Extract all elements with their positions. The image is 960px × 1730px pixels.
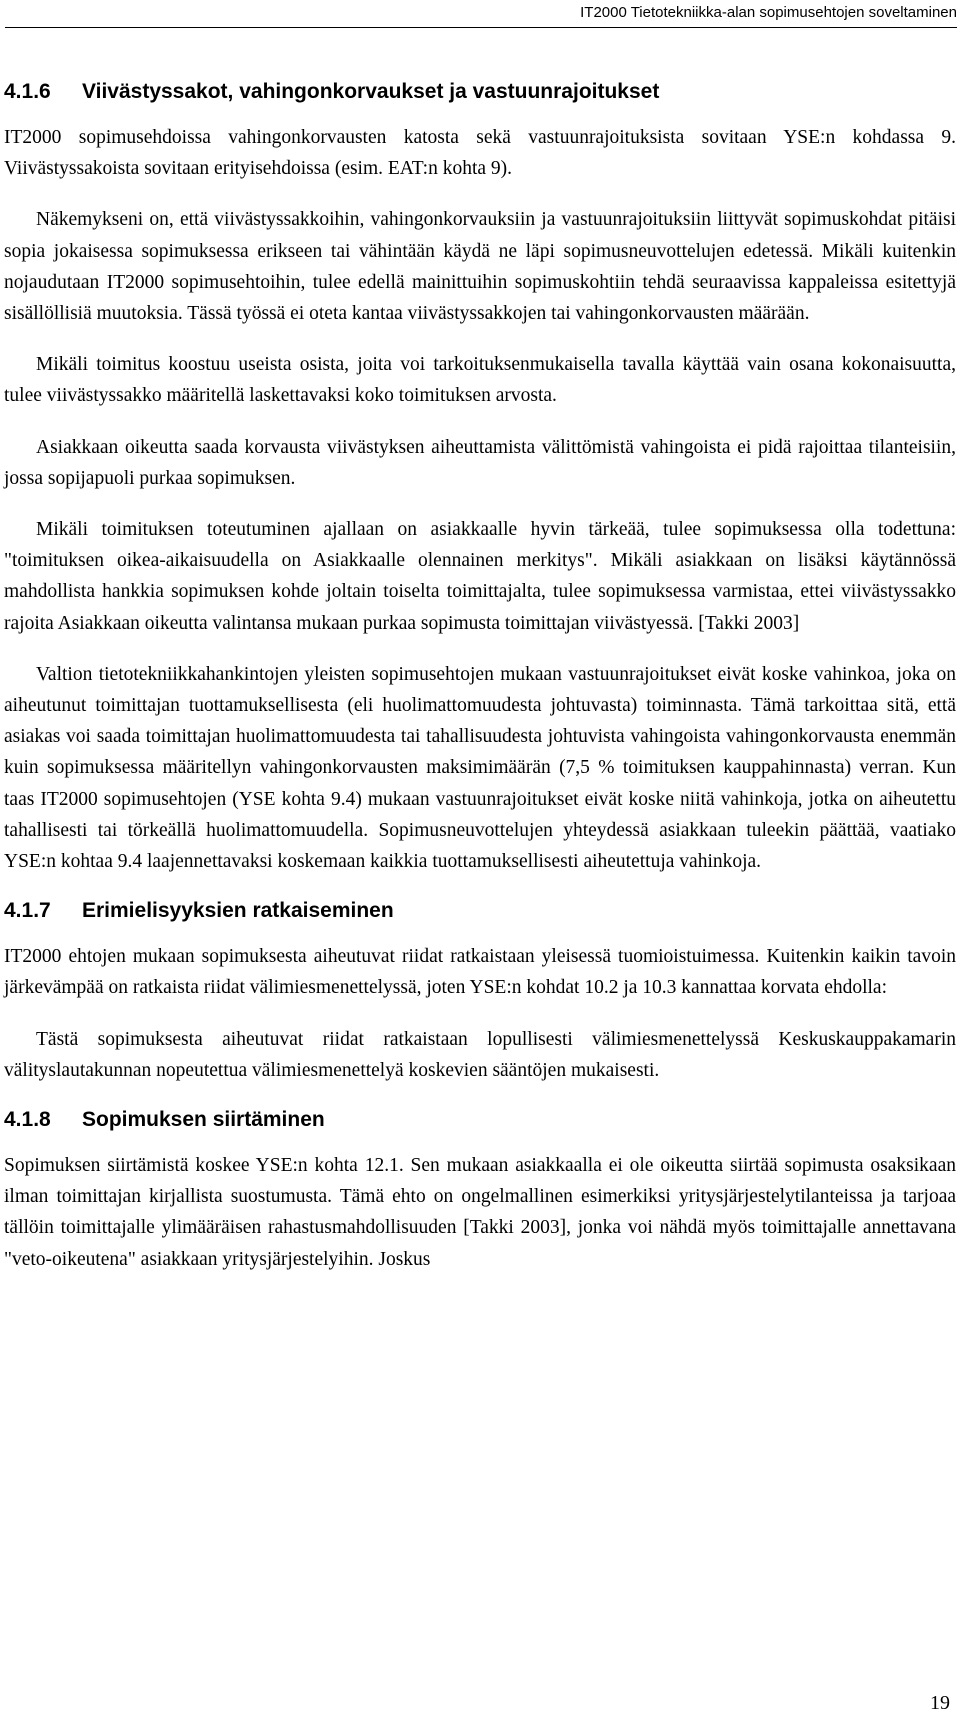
paragraph: Mikäli toimituksen toteutuminen ajallaan on asiakkaalle hyvin tärkeää, tulee sopimuksessa olla todettuna: "toimituksen oikea-aikaisuudella on Asiakkaalle olennainen merkitys". Mikäli asiakkaan on lisäksi käytännössä mahdollista hankkia sopimuksen kohde joltain toiselta toimittajalta, tulee sopimuksessa varmistaa, ettei viivästyssakko rajoita Asiakkaan oikeutta valintansa mukaan purkaa sopimusta toimittajan viivästyessä. [Takki 2003]: [4, 519, 956, 634]
document-body: [4, 78, 956, 1295]
section-title: Sopimuksen siirtäminen: [82, 1108, 325, 1132]
section-heading-4-1-8: [4, 1106, 956, 1134]
paragraph: Sopimuksen siirtämistä koskee YSE:n kohta 12.1. Sen mukaan asiakkaalla ei ole oikeutta siirtää sopimusta osaksikaan ilman toimittajan kirjallista suostumusta. Tämä ehto on ongelmallinen esimerkiksi yritysjärjestelytilanteissa ja tarjoaa tällöin toimittajalle ylimääräisen rahastusmahdollisuuden [Takki 2003], jonka voi nähdä myös toimittajalle annettavana "veto-oikeutena" asiakkaan yritysjärjestelyihin. Joskus: [4, 1155, 956, 1270]
section-number: 4.1.7: [4, 899, 51, 923]
paragraph: Mikäli toimitus koostuu useista osista, joita voi tarkoituksenmukaisella tavalla käyttää vain osana kokonaisuutta, tulee viivästyssakko määritellä laskettavaksi koko toimituksen arvosta.: [4, 354, 956, 407]
section-title: Erimielisyyksien ratkaiseminen: [82, 899, 394, 923]
paragraph: IT2000 ehtojen mukaan sopimuksesta aiheutuvat riidat ratkaistaan yleisessä tuomioistuimessa. Kuitenkin kaikin tavoin järkevämpää on ratkaista riidat välimiesmenettelyssä, joten YSE:n kohdat 10.2 ja 10.3 kannattaa korvata ehdolla:: [4, 946, 956, 999]
section-heading-4-1-7: [4, 897, 956, 925]
section-number: 4.1.6: [4, 80, 51, 103]
page-number: 19: [930, 1692, 950, 1714]
section-heading-4-1-6: [4, 78, 956, 106]
section-title: Viivästyssakot, vahingonkorvaukset ja vastuunrajoitukset: [82, 80, 660, 103]
paragraph: Valtion tietotekniikkahankintojen yleisten sopimusehtojen mukaan vastuunrajoitukset eivät koske vahinkoa, joka on aiheutunut toimittajan tuottamuksellisesta (eli huolimattomuudesta johtuvasta) toiminnasta. Tämä tarkoittaa sitä, että asiakas voi saada toimittajan huolimattomuudesta tai tahallisuudesta johtuvista vahingoista vahingonkorvausta enemmän kuin sopimuksessa määritellyn vahingonkorvausten maksimimäärän (7,5 % toimituksen kauppahinnasta) verran. Kun taas IT2000 sopimusehtojen (YSE kohta 9.4) mukaan vastuunrajoitukset eivät koske niitä vahinkoja, jotka on aiheutettu tahallisesti tai törkeällä huolimattomuudella. Sopimusneuvottelujen yhteydessä asiakkaan tuleekin päättää, vaatiako YSE:n kohtaa 9.4 laajennettavaksi koskemaan kaikkia tuottamuksellisesti aiheutettuja vahinkoja.: [4, 663, 956, 873]
paragraph: Asiakkaan oikeutta saada korvausta viivästyksen aiheuttamista välittömistä vahingoista ei pidä rajoittaa tilanteisiin, jossa sopijapuoli purkaa sopimuksen.: [4, 436, 956, 489]
paragraph: Näkemykseni on, että viivästyssakkoihin, vahingonkorvauksiin ja vastuunrajoituksiin liittyvät sopimuskohdat pitäisi sopia jokaisessa sopimuksessa erikseen tai vähintään käydä ne läpi sopimusneuvottelujen edetessä. Mikäli kuitenkin nojaudutaan IT2000 sopimusehtoihin, tulee edellä mainittuihin sopimuskohtiin tehdä seuraavissa kappaleissa esitettyjä sisällöllisiä muutoksia. Tässä työssä ei oteta kantaa viivästyssakkojen tai vahingonkorvausten määrään.: [4, 209, 956, 325]
quoted-clause: Tästä sopimuksesta aiheutuvat riidat ratkaistaan lopullisesti välimiesmenettelyssä Keskuskauppakamarin välityslautakunnan nopeutettua välimiesmenettelyä koskevien sääntöjen mukaisesti.: [4, 1028, 956, 1081]
running-header: IT2000 Tietotekniikka-alan sopimusehtojen soveltaminen: [5, 4, 957, 28]
paragraph: IT2000 sopimusehdoissa vahingonkorvausten katosta sekä vastuunrajoituksista sovitaan YSE:n kohdassa 9. Viivästyssakoista sovitaan erityisehdoissa (esim. EAT:n kohta 9).: [4, 127, 956, 180]
section-number: 4.1.8: [4, 1108, 51, 1132]
